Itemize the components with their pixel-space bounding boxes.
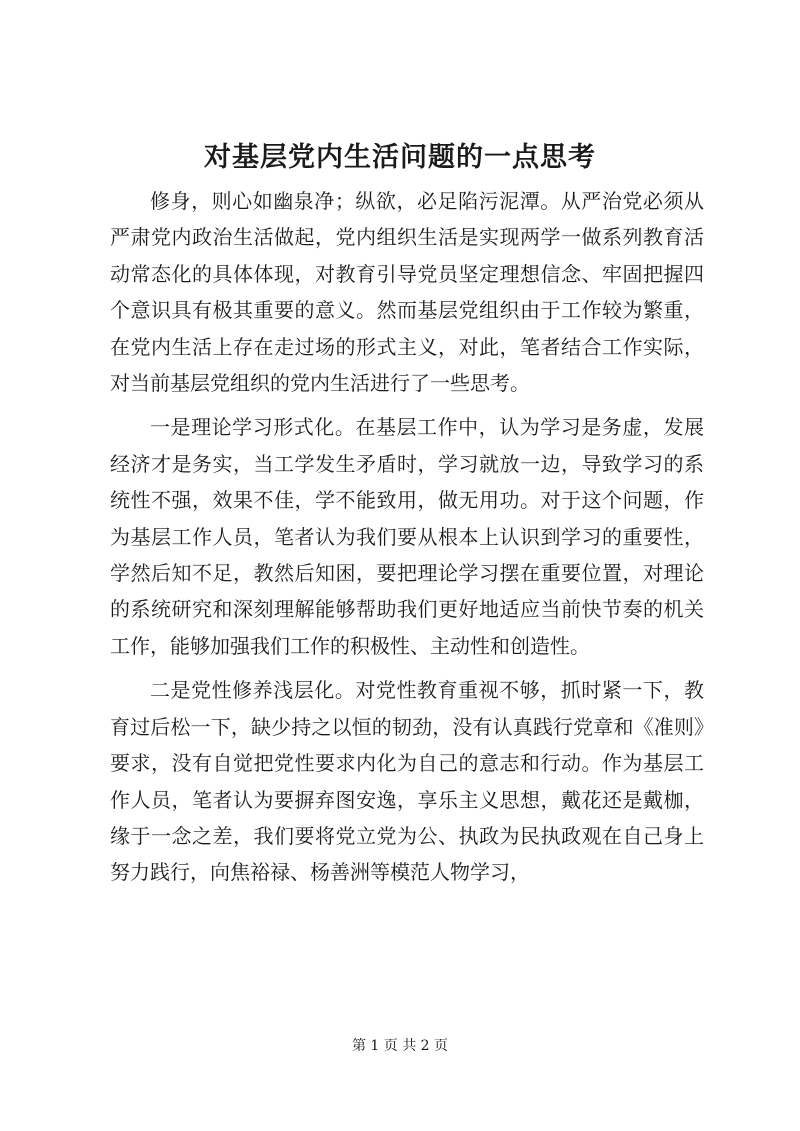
paragraph-point-one: 一是理论学习形式化。在基层工作中，认为学习是务虚，发展经济才是务实，当工学发生矛盾时，学习就放一边，导致学习的系统性不强，效果不佳，学不能致用，做无用功。对于这个问题，作为基层工作人员，笔者认为我们要从根本上认识到学习的重要性，学然后知不足，教然后知困，要把理论学习摆在重要位置，对理论的系统研究和深刻理解能够帮助我们更好地适应当前快节奏的机关工作，能够加强我们工作的积极性、主动性和创造性。 — [110, 415, 704, 658]
page-footer: 第 1 页 共 2 页 — [351, 1038, 449, 1054]
paragraph-point-two: 二是党性修养浅层化。对党性教育重视不够，抓时紧一下，教育过后松一下，缺少持之以恒的韧劲，没有认真践行党章和《准则》要求，没有自觉把党性要求内化为自己的意志和行动。作为基层工作人员，笔者认为要摒弃图安逸，享乐主义思想，戴花还是戴枷，缘于一念之差，我们要将党立党为公、执政为民执政观在自己身上努力践行，向焦裕禄、杨善洲等模范人物学习， — [110, 678, 704, 885]
document-body — [110, 183, 704, 899]
document-title: 对基层党内生活问题的一点思考 — [204, 142, 596, 173]
paragraph-intro: 修身，则心如幽泉净；纵欲，必足陷污泥潭。从严治党必须从严肃党内政治生活做起，党内组织生活是实现两学一做系列教育活动常态化的具体体现，对教育引导党员坚定理想信念、牢固把握四个意识具有极其重要的意义。然而基层党组织由于工作较为繁重，在党内生活上存在走过场的形式主义，对此，笔者结合工作实际，对当前基层党组织的党内生活进行了一些思考。 — [110, 189, 704, 396]
